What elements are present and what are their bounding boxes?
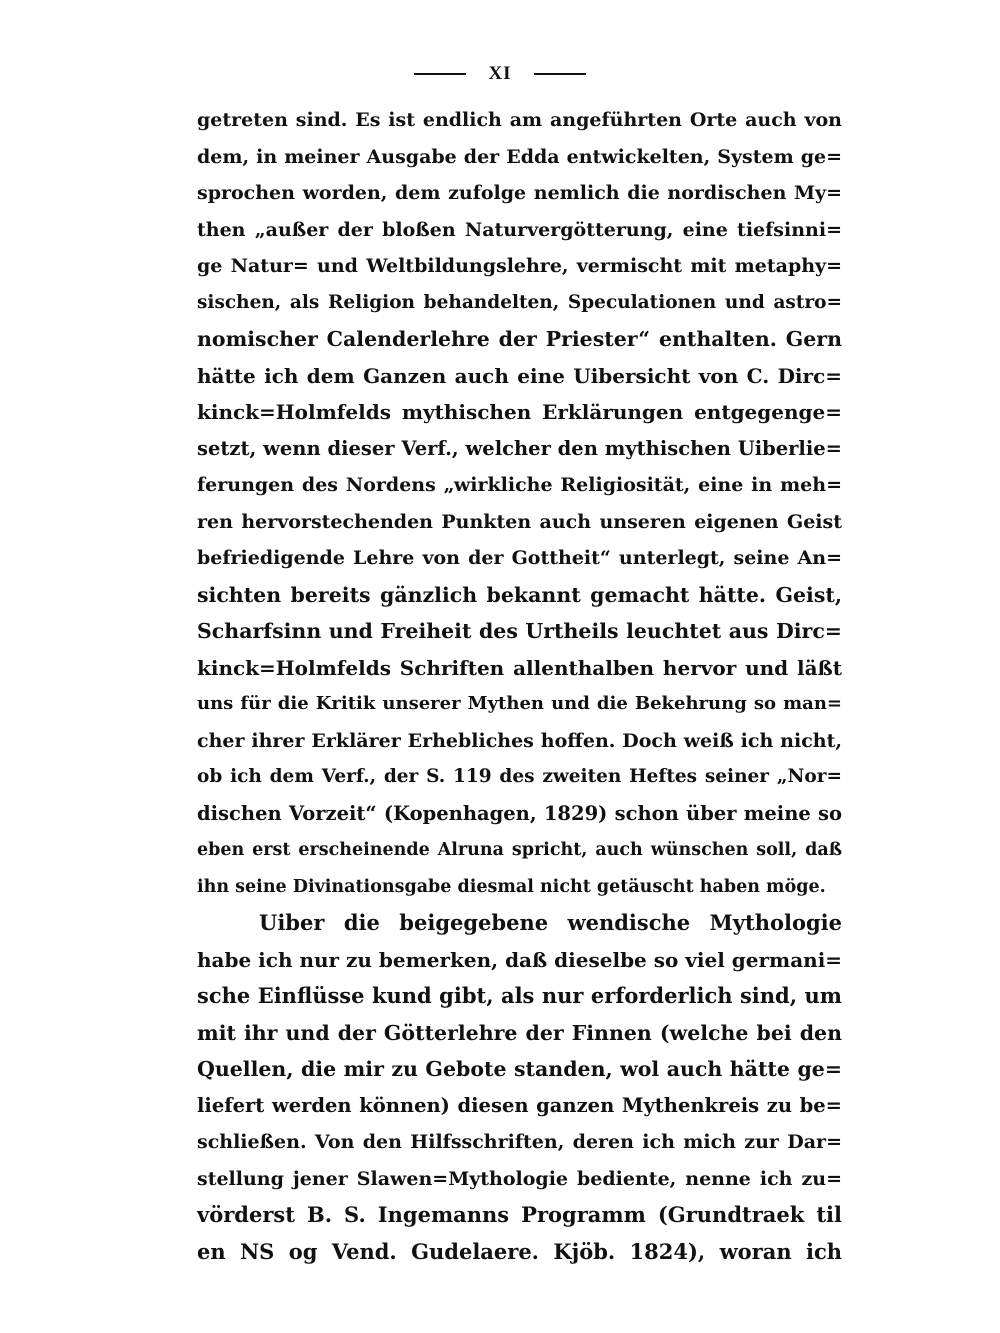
text-line: ob ich dem Verf., der S. 119 des zweiten Heftes seiner „Nor= — [197, 766, 842, 787]
text-line: kinck=Holmfelds Schriften allenthalben hervor und läßt — [197, 655, 842, 680]
text-line: setzt, wenn dieser Verf., welcher den mythischen Uiberlie= — [197, 436, 842, 460]
text-line: befriedigende Lehre von der Gottheit“ unterlegt, seine An= — [197, 547, 842, 569]
text-line: hätte ich dem Ganzen auch eine Uibersicht von C. Dirc= — [197, 363, 842, 388]
text-line: eben erst erscheinende Alruna spricht, auch wünschen soll, daß — [197, 840, 842, 860]
text-line: sche Einflüsse kund gibt, als nur erforderlich sind, um — [197, 983, 842, 1008]
body-text — [197, 102, 842, 1270]
text-line: kinck=Holmfelds mythischen Erklärungen entgegenge= — [197, 400, 842, 424]
text-line: mit ihr und der Götterlehre der Finnen (welche bei den — [197, 1020, 842, 1045]
text-line: ren hervorstechenden Punkten auch unseren eigenen Geist — [197, 510, 842, 533]
header-rule-left — [414, 73, 466, 75]
text-line: cher ihrer Erklärer Erhebliches hoffen. Doch weiß ich nicht, — [197, 729, 842, 752]
page-number: XI — [488, 63, 512, 84]
text-line: uns für die Kritik unserer Mythen und die Bekehrung so man= — [197, 693, 842, 714]
text-line: nomischer Calenderlehre der Priester“ enthalten. Gern — [197, 327, 842, 351]
text-line: ge Natur= und Weltbildungslehre, vermischt mit metaphy= — [197, 255, 842, 277]
text-line: liefert werden können) diesen ganzen Mythenkreis zu be= — [197, 1093, 842, 1117]
text-line: schließen. Von den Hilfsschriften, deren ich mich zur Dar= — [197, 1131, 842, 1153]
page-header — [0, 62, 1000, 86]
text-line: dischen Vorzeit“ (Kopenhagen, 1829) schon über meine so — [197, 801, 842, 825]
header-rule-right — [534, 73, 586, 75]
text-line: dem, in meiner Ausgabe der Edda entwickelten, System ge= — [197, 145, 842, 168]
text-line: ihn seine Divinationsgabe diesmal nicht getäuscht haben möge. — [197, 876, 826, 897]
text-line: vörderst B. S. Ingemanns Programm (Grundtraek til — [197, 1202, 842, 1227]
text-line: then „außer der bloßen Naturvergötterung, eine tiefsinni= — [197, 218, 842, 241]
text-line: habe ich nur zu bemerken, daß dieselbe so viel germani= — [197, 947, 842, 972]
text-line: sischen, als Religion behandelten, Speculationen und astro= — [197, 291, 842, 313]
text-line: ferungen des Nordens „wirkliche Religiosität, eine in meh= — [197, 474, 842, 496]
text-line: en NS og Vend. Gudelaere. Kjöb. 1824), woran ich — [197, 1238, 842, 1264]
text-line: Scharfsinn und Freiheit des Urtheils leuchtet aus Dirc= — [197, 619, 842, 643]
text-line: sichten bereits gänzlich bekannt gemacht hätte. Geist, — [197, 582, 842, 607]
text-line: Uiber die beigegebene wendische Mythologie — [259, 910, 842, 935]
text-line: getreten sind. Es ist endlich am angeführten Orte auch von — [197, 109, 842, 131]
text-line: Quellen, die mir zu Gebote standen, wol auch hätte ge= — [197, 1057, 842, 1081]
text-line: stellung jener Slawen=Mythologie bediente, nenne ich zu= — [197, 1167, 842, 1190]
text-line: sprochen worden, dem zufolge nemlich die nordischen My= — [197, 182, 842, 204]
